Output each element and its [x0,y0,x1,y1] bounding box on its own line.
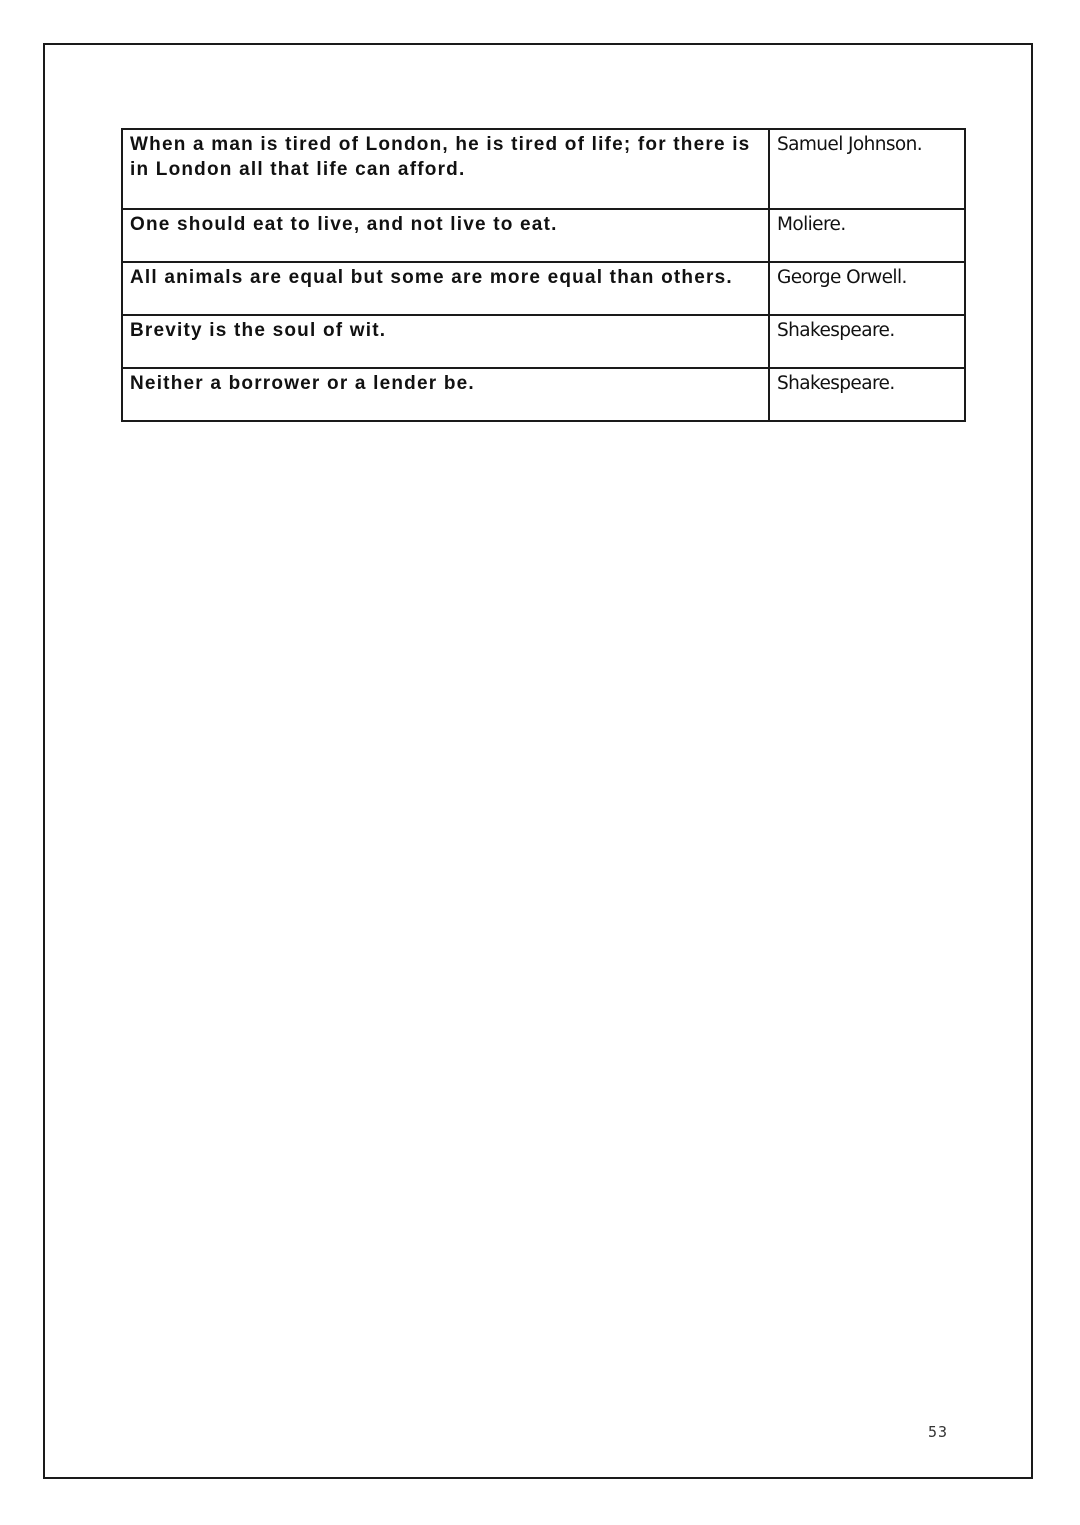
quote-text: All animals are equal but some are more equal than others. [122,262,769,315]
quote-author: Samuel Johnson. [769,129,965,209]
quote-text: Neither a borrower or a lender be. [122,368,769,421]
quote-author: George Orwell. [769,262,965,315]
quote-text: One should eat to live, and not live to eat. [122,209,769,262]
quote-author: Shakespeare. [769,368,965,421]
table-row [122,368,965,421]
quote-author: Shakespeare. [769,315,965,368]
table-row [122,209,965,262]
page-number: 53 [928,1423,949,1441]
quote-text: When a man is tired of London, he is tired of life; for there is in London all that life can afford. [122,129,769,209]
quotes-table [121,128,966,422]
quote-author: Moliere. [769,209,965,262]
table-row [122,129,965,209]
table-row [122,262,965,315]
quote-text: Brevity is the soul of wit. [122,315,769,368]
table-row [122,315,965,368]
